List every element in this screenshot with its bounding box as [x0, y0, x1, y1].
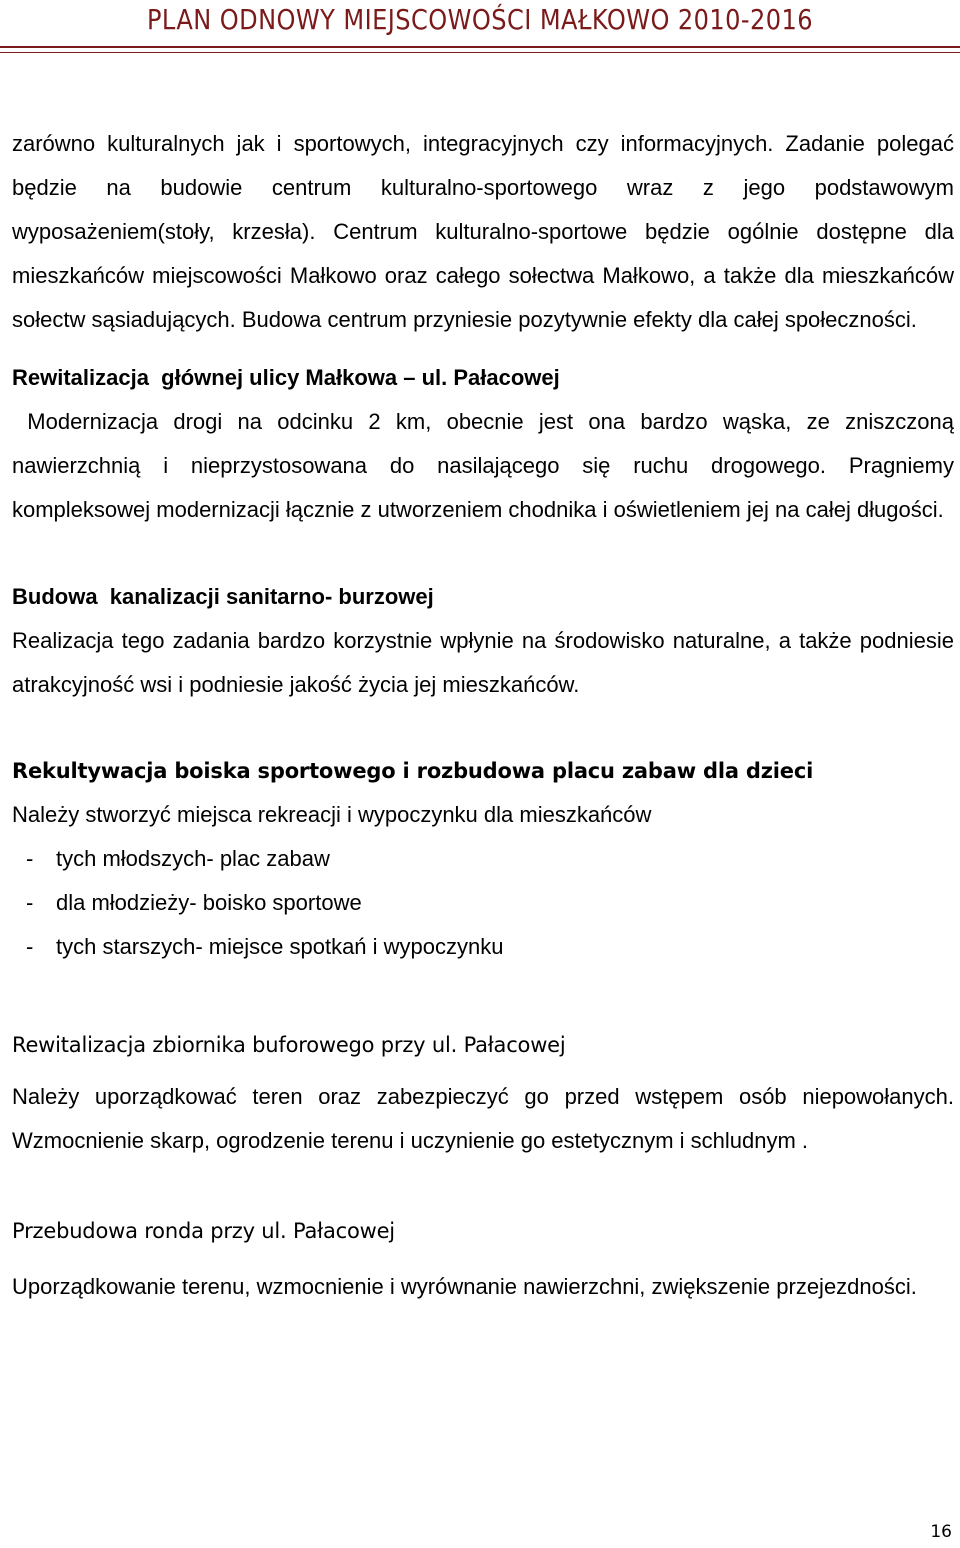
intro-paragraph: zarówno kulturalnych jak i sportowych, integracyjnych czy informacyjnych. Zadanie polegać będzie na budowie centrum kulturalno-sportowego wraz z jego podstawowym wyposażeniem(stoły, krzesła). Centrum kulturalno-sportowe będzie ogólnie dostępne dla mieszkańców miejscowości Małkowo oraz całego sołectwa Małkowo, a także dla mieszkańców sołectw sąsiadujących. Budowa centrum przyniesie pozytywnie efekty dla całej społeczności.: [12, 131, 954, 332]
reservoir-paragraph: Należy uporządkować teren oraz zabezpieczyć go przed wstępem osób niepowołanych. Wzmocnienie skarp, ogrodzenie terenu i uczynienie go estetycznym i schludnym .: [12, 1084, 954, 1153]
road-paragraph: Modernizacja drogi na odcinku 2 km, obecnie jest ona bardzo wąska, ze zniszczoną nawierzchnią i nieprzystosowana do nasilającego się ruchu drogowego. Pragniemy kompleksowej modernizacji łącznie z utworzeniem chodnika i oświetleniem jej na całej długości.: [12, 409, 960, 522]
list-dash: -: [26, 890, 34, 915]
list-dash: -: [26, 934, 34, 959]
heading-roundabout: Przebudowa ronda przy ul. Pałacowej: [12, 1219, 395, 1243]
list-item: [12, 881, 954, 925]
list-dash: -: [26, 846, 34, 871]
header-rule-bottom: [0, 52, 960, 53]
sports-field-paragraph: Należy stworzyć miejsca rekreacji i wypoczynku dla mieszkańców: [12, 802, 652, 827]
list-item: [12, 837, 954, 881]
heading-reservoir: Rewitalizacja zbiornika buforowego przy ul. Pałacowej: [12, 1033, 566, 1057]
sports-field-list: [12, 837, 954, 969]
sewer-paragraph: Realizacja tego zadania bardzo korzystnie wpłynie na środowisko naturalne, a także podniesie atrakcyjność wsi i podniesie jakość życia jej mieszkańców.: [12, 628, 954, 697]
list-item-text: dla młodzieży- boisko sportowe: [56, 890, 362, 915]
header-title: PLAN ODNOWY MIEJSCOWOŚCI MAŁKOWO 2010-2016: [146, 3, 814, 36]
list-item-text: tych starszych- miejsce spotkań i wypoczynku: [56, 934, 504, 959]
heading-sewer-construction: Budowa kanalizacji sanitarno- burzowej: [12, 584, 434, 609]
page-number: 16: [930, 1522, 952, 1542]
heading-sports-field: Rekultywacja boiska sportowego i rozbudowa placu zabaw dla dzieci: [12, 759, 814, 783]
header-rule-top: [0, 46, 960, 48]
list-item-text: tych młodszych- plac zabaw: [56, 846, 330, 871]
document-body: [12, 122, 960, 1309]
list-item: [12, 925, 954, 969]
heading-road-revitalization: Rewitalizacja głównej ulicy Małkowa – ul. Pałacowej: [12, 365, 560, 390]
roundabout-paragraph: Uporządkowanie terenu, wzmocnienie i wyrównanie nawierzchni, zwiększenie przejezdności.: [12, 1274, 917, 1299]
page-header: [0, 0, 960, 60]
